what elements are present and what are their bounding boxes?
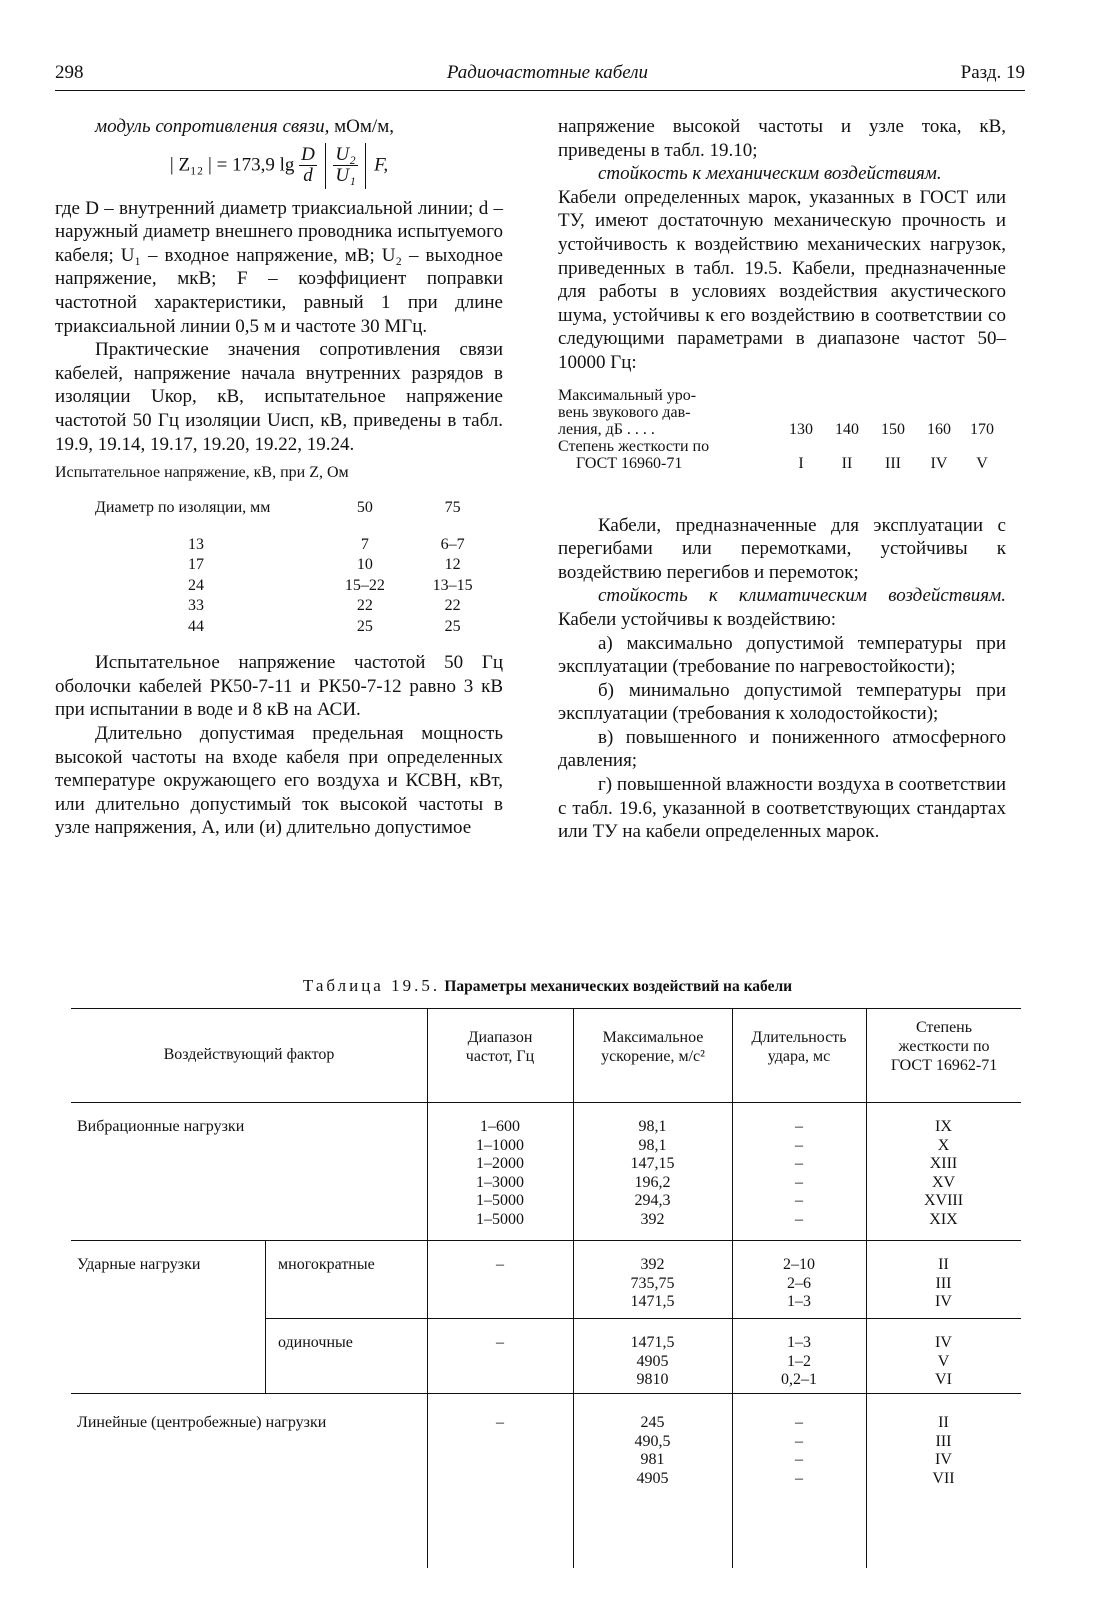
degree-value: II (841, 454, 853, 472)
row-label-vibration: Вибрационные нагрузки (77, 1118, 245, 1135)
formula-lhs: | Z₁₂ | = 173,9 lg (169, 153, 295, 175)
table-row: 44 25 25 (188, 617, 461, 635)
th-accel: Максимальное ускорение, м/с² (601, 1029, 705, 1065)
test-voltage-title: Испытательное напряжение, кВ, при Z, Ом (55, 464, 349, 482)
linear-freq: – (496, 1414, 504, 1431)
col-header-diameter: Диаметр по изоляции, мм (95, 499, 271, 517)
list-item: а) максимально допустимой температуры при эксплуатации (требование по нагревостойкости); (558, 632, 1006, 678)
th-factor: Воздействующий фактор (163, 1046, 335, 1063)
degree-label-1: Степень жесткости по (558, 437, 710, 455)
header-rule (55, 90, 1025, 91)
right-column (558, 115, 1006, 844)
vibration-accel: 98,1 98,1 147,15 196,2 294,3 392 (630, 1118, 675, 1228)
shock-single-accel: 1471,5 4905 9810 (630, 1334, 675, 1388)
running-title: Радиочастотные кабели (446, 62, 649, 83)
shock-single-degree: IV V VI (935, 1334, 952, 1388)
shock-single-duration: 1–3 1–2 0,2–1 (781, 1334, 817, 1388)
left-paragraph-3: Испытательное напряжение частотой 50 Гц оболочки кабелей РК50-7-11 и РК50-7-12 равно 3 кВ при испытании в воде и 8 кВ на АСИ. (55, 652, 503, 721)
list-item: б) минимально допустимой температуры при эксплуатации (требования к холодостойкости); (558, 679, 1006, 725)
vibration-duration: – – – – – – (795, 1118, 803, 1228)
vibration-degree: IX X XIII XV XVIII XIX (923, 1118, 964, 1228)
left-paragraph-4: Длительно допустимая предельная мощность высокой частоты на входе кабеля при определенных температуре окружающего его воздуха и КСВН, кВт, или длительно допустимый ток высокой частоты в узле напряжения, А, или (и) длительно допустимое (55, 722, 503, 839)
linear-degree: II III IV VII (932, 1414, 955, 1487)
right-paragraph-3: Кабели, предназначенные для эксплуатации с перегибами или перемотками, устойчивы к воздействию перегибов и перемоток; (558, 514, 1006, 583)
intro-unit: мОм/м, (334, 116, 394, 137)
table-header-rule (71, 1102, 1021, 1103)
col-header-75: 75 (444, 499, 461, 517)
degree-value: III (885, 454, 901, 472)
intro-term: модуль сопротивления связи, (95, 116, 330, 137)
section-label: Разд. 19 (960, 62, 1025, 83)
noise-value: 150 (881, 420, 905, 438)
th-freq: Диапазон частот, Гц (465, 1029, 535, 1065)
row-label-shock: Ударные нагрузки (77, 1256, 201, 1273)
degree-label-2: ГОСТ 16960-71 (576, 454, 683, 472)
left-paragraph-2: Практические значения сопротивления связи кабелей, напряжение начала внутренних разрядов в изоляции Uкор, кВ, испытательное напряжение частотой 50 Гц изоляции Uисп, кВ, приведены в табл. 19.9, 19.14, 19.17, 19.20, 19.22, 19.24. (55, 339, 503, 455)
right-paragraph-1: напряжение высокой частоты и узле тока, кВ, приведены в табл. 19.10; (558, 116, 1006, 161)
list-item: г) повышенной влажности воздуха в соответствии с табл. 19.6, указанной в соответствующих стандартах или ТУ на кабели определенных марок. (558, 774, 1006, 843)
formula-frac-u: $\frac{\text{U₂}}{\text{U₁}}$ (335, 144, 356, 187)
row-label-linear: Линейные (центробежные) нагрузки (77, 1414, 327, 1431)
right-paragraph-2: Кабели определенных марок, указанных в ГОСТ или ТУ, имеют достаточную механическую прочность и устойчивость к воздействию механических нагрузок, приведенных в табл. 19.5. Кабели, предназначенные для работы в условиях воздействия акустического шума, устойчивы к его воздействию в соответствии со следующими параметрами в диапазоне частот 50–10000 Гц: (558, 186, 1006, 373)
table-caption-title: Параметры механических воздействий на кабели (444, 978, 793, 995)
noise-value: 160 (927, 420, 951, 438)
table-vline (427, 1008, 428, 1568)
page-number: 298 (55, 62, 84, 83)
formula-frac-d: $\frac{D}{d}$ (301, 144, 315, 187)
linear-accel: 245 490,5 981 4905 (634, 1414, 671, 1487)
left-column (55, 115, 503, 840)
th-duration: Длительность удара, мс (751, 1029, 847, 1065)
col-header-50: 50 (356, 499, 373, 517)
list-item: в) повышенного и пониженного атмосферного давления; (558, 726, 1006, 772)
table-row: 33 22 22 (188, 597, 461, 615)
vibration-freq: 1–600 1–1000 1–2000 1–3000 1–5000 1–5000 (476, 1118, 524, 1228)
degree-value: V (976, 454, 988, 472)
test-voltage-table (55, 464, 503, 637)
impedance-formula (55, 143, 503, 193)
table-rule-shock-split (265, 1318, 1021, 1319)
climatic-term: стойкость к климатическим воздействиям. (598, 585, 1006, 607)
left-paragraph-1: где D – внутренний диаметр триаксиальной линии; d – наружный диаметр внешнего проводника испытуемого кабеля; U₁ – входное напряжение, мВ; U₂ – выходное напряжение, мкВ; F – коэффициент поправки частотной характеристики, равный 1 при длине триаксиальной линии 0,5 м и частоте 30 МГц. (55, 197, 503, 337)
degree-value: IV (930, 454, 948, 472)
noise-label-1: Максимальный уро- (558, 386, 697, 404)
table-rule-vibration (71, 1240, 1021, 1241)
shock-multi-duration: 2–10 2–6 1–3 (783, 1256, 815, 1310)
noise-label-2: вень звукового дав- (558, 403, 691, 421)
noise-label-3: ления, дБ . . . . (558, 420, 655, 438)
mechanical-term: стойкость к механическим воздействиям. (598, 163, 942, 185)
noise-value: 170 (970, 420, 994, 438)
table-row: 24 15–22 13–15 (188, 576, 473, 594)
shock-single-freq: – (496, 1334, 504, 1351)
shock-multi-freq: – (496, 1256, 504, 1273)
noise-table (558, 387, 1002, 472)
table-caption-prefix: Таблица 19.5. (302, 976, 441, 995)
table-row: 13 7 6–7 (188, 535, 465, 553)
table-rule-shock (71, 1393, 1021, 1394)
shock-multi-accel: 392 735,75 1471,5 (630, 1256, 675, 1310)
right-paragraph-4: Кабели устойчивы к воздействию: (558, 608, 837, 630)
shock-multi-degree: II III IV (935, 1256, 952, 1310)
noise-value: 130 (789, 420, 813, 438)
linear-duration: – – – – (795, 1414, 803, 1487)
degree-value: I (798, 454, 804, 472)
row-label-shock-multi: многократные (278, 1256, 375, 1273)
table-caption (0, 976, 1095, 996)
table-vline (265, 1240, 266, 1393)
formula-tail: F, (374, 153, 389, 175)
test-voltage-grid (55, 498, 503, 637)
th-degree: Степень жесткости по ГОСТ 16962-71 (890, 1019, 998, 1074)
row-label-shock-single: одиночные (278, 1334, 353, 1351)
table-top-rule (71, 1008, 1021, 1009)
noise-value: 140 (835, 420, 859, 438)
table-row: 17 10 12 (188, 556, 461, 574)
